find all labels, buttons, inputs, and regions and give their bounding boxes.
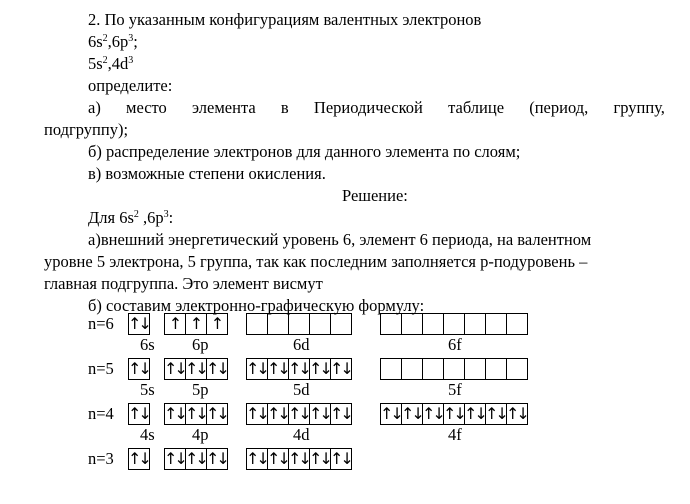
electron-arrows: ↑↓: [309, 359, 330, 378]
orbital-cell: [380, 313, 402, 335]
electron-arrows: ↑↓: [380, 404, 401, 423]
item-a-line-2: подгруппу);: [44, 120, 129, 139]
sublevel-label: 5s: [140, 380, 155, 399]
sublevel-cells: [246, 313, 351, 335]
orbital-cell: [288, 403, 310, 425]
sublevel-cells: [128, 448, 149, 470]
orbital-cell: [380, 358, 402, 380]
orbital-cell: [128, 448, 150, 470]
electron-arrows: ↑↓: [128, 449, 149, 468]
sublevel-label: 4s: [140, 425, 155, 444]
solution-para-a-line-2: уровне 5 электрона, 5 группа, так как последним заполняется р-подуровень –: [44, 252, 588, 271]
sublevel-cells: [128, 313, 149, 335]
orbital-cell: [128, 403, 150, 425]
orbital-cell: [309, 313, 331, 335]
orbital-cell: [128, 358, 150, 380]
orbital-cell: [288, 358, 310, 380]
electron-arrows: ↑↓: [288, 449, 309, 468]
electron-arrows: ↑↓: [267, 404, 288, 423]
level-label: n=5: [88, 359, 114, 378]
electron-arrows: ↑: [168, 314, 180, 333]
electron-arrows: ↑↓: [288, 404, 309, 423]
electron-arrows: ↑↓: [128, 314, 149, 333]
orbital-cell: [246, 448, 268, 470]
sublevel-label: 6s: [140, 335, 155, 354]
level-label: n=3: [88, 449, 114, 468]
electron-arrows: ↑↓: [128, 404, 149, 423]
orbital-cell: [422, 313, 444, 335]
orbital-cell: [330, 403, 352, 425]
orbital-cell: [128, 313, 150, 335]
electron-arrows: ↑↓: [206, 359, 227, 378]
solution-para-b: б) составим электронно-графическую формулу:: [88, 296, 425, 315]
config1-base: 6s: [88, 32, 103, 51]
electron-arrows: ↑↓: [164, 449, 185, 468]
orbital-cell: [506, 358, 528, 380]
orbital-cell: [267, 403, 289, 425]
sublevel-label: 4f: [448, 425, 462, 444]
sublevel-label: 6p: [192, 335, 209, 354]
orbital-cell: [246, 403, 268, 425]
electron-arrows: ↑↓: [185, 404, 206, 423]
electron-arrows: ↑↓: [246, 359, 267, 378]
electron-arrows: ↑↓: [267, 449, 288, 468]
problem-statement: 2. По указанным конфигурациям валентных электронов: [88, 10, 482, 29]
sublevel-cells: [164, 358, 227, 380]
electron-arrows: ↑: [210, 314, 222, 333]
item-a-word: в: [280, 98, 289, 117]
item-a-word: (период,: [529, 98, 589, 117]
electron-arrows: ↑↓: [506, 404, 527, 423]
orbital-cell: [464, 358, 486, 380]
item-a-word: место: [126, 98, 167, 117]
electron-arrows: ↑↓: [330, 404, 351, 423]
sublevel-cells: [128, 403, 149, 425]
orbital-cell: [206, 313, 228, 335]
config2-base: 5s: [88, 54, 103, 73]
sublevel-label: 5p: [192, 380, 209, 399]
orbital-cell: [485, 313, 507, 335]
sublevel-cells: [246, 448, 351, 470]
electron-arrows: ↑↓: [309, 404, 330, 423]
solution-para-a-line-1: а)внешний энергетический уровень 6, элемент 6 периода, на валентном: [88, 230, 592, 249]
electron-arrows: ↑↓: [464, 404, 485, 423]
level-label: n=4: [88, 404, 114, 423]
item-a-word: элемента: [192, 98, 256, 117]
orbital-cell: [185, 403, 207, 425]
electron-arrows: ↑: [189, 314, 201, 333]
orbital-cell: [422, 403, 444, 425]
sublevel-label: 5d: [293, 380, 310, 399]
electron-arrows: ↑↓: [164, 359, 185, 378]
item-a-word: Периодической: [313, 98, 423, 117]
config-line-2: [88, 54, 133, 74]
sublevel-cells: [164, 403, 227, 425]
sublevel-cells: [164, 448, 227, 470]
solution-para-a-line-3: главная подгруппа. Это элемент висмут: [44, 274, 323, 293]
orbital-cell: [401, 313, 423, 335]
orbital-cell: [267, 448, 289, 470]
orbital-cell: [267, 358, 289, 380]
config1-sup2: 3: [128, 33, 134, 44]
orbital-cell: [246, 358, 268, 380]
level-label: n=6: [88, 314, 114, 333]
orbital-cell: [443, 358, 465, 380]
orbital-cell: [401, 403, 423, 425]
orbital-cell: [443, 403, 465, 425]
sublevel-cells: [128, 358, 149, 380]
electron-arrows: ↑↓: [185, 359, 206, 378]
orbital-cell: [443, 313, 465, 335]
item-c: в) возможные степени окисления.: [88, 164, 326, 183]
determine-label: определите:: [88, 76, 173, 95]
config2-sup1: 2: [102, 55, 108, 66]
config2-sup2: 3: [128, 55, 134, 66]
for-base: Для 6s: [88, 208, 134, 227]
sublevel-label: 5f: [448, 380, 462, 399]
orbital-cell: [164, 403, 186, 425]
config2-mid: ,4d: [107, 54, 129, 73]
solution-for-line: [88, 208, 173, 228]
electron-arrows: ↑↓: [443, 404, 464, 423]
orbital-cell: [288, 313, 310, 335]
item-a-word: таблице: [448, 98, 505, 117]
sublevel-cells: [246, 403, 351, 425]
config-line-1: [88, 32, 138, 52]
orbital-cell: [309, 403, 331, 425]
electron-arrows: ↑↓: [185, 449, 206, 468]
electron-arrows: ↑↓: [206, 404, 227, 423]
electron-arrows: ↑↓: [246, 449, 267, 468]
orbital-cell: [309, 448, 331, 470]
orbital-cell: [164, 358, 186, 380]
config1-mid: ,6p: [107, 32, 129, 51]
orbital-cell: [164, 313, 186, 335]
config1-sup1: 2: [102, 33, 108, 44]
item-a-word: а): [88, 98, 101, 117]
item-a-line-1: [88, 98, 665, 118]
electron-arrows: ↑↓: [288, 359, 309, 378]
item-b: б) распределение электронов для данного элемента по слоям;: [88, 142, 521, 161]
orbital-cell: [164, 448, 186, 470]
orbital-cell: [401, 358, 423, 380]
config1-tail: ;: [133, 32, 138, 51]
sublevel-label: 4d: [293, 425, 310, 444]
orbital-cell: [506, 403, 528, 425]
electron-arrows: ↑↓: [330, 449, 351, 468]
item-a-word: группу,: [613, 98, 665, 117]
sublevel-label: 6d: [293, 335, 310, 354]
electron-arrows: ↑↓: [309, 449, 330, 468]
orbital-cell: [288, 448, 310, 470]
orbital-cell: [185, 448, 207, 470]
electron-arrows: ↑↓: [246, 404, 267, 423]
orbital-cell: [330, 448, 352, 470]
sublevel-cells: [380, 313, 527, 335]
electron-arrows: ↑↓: [206, 449, 227, 468]
electron-arrows: ↑↓: [401, 404, 422, 423]
electron-arrows: ↑↓: [485, 404, 506, 423]
sublevel-cells: [380, 358, 527, 380]
orbital-cell: [267, 313, 289, 335]
orbital-cell: [380, 403, 402, 425]
orbital-cell: [246, 313, 268, 335]
sublevel-label: 4p: [192, 425, 209, 444]
for-sup2: 3: [163, 209, 169, 220]
electron-arrows: ↑↓: [128, 359, 149, 378]
orbital-cell: [485, 358, 507, 380]
electron-arrows: ↑↓: [267, 359, 288, 378]
for-tail: :: [168, 208, 174, 227]
electron-arrows: ↑↓: [164, 404, 185, 423]
for-sup1: 2: [133, 209, 139, 220]
orbital-cell: [185, 358, 207, 380]
orbital-cell: [485, 403, 507, 425]
solution-heading: Решение:: [342, 186, 408, 205]
for-mid: ,6p: [138, 208, 164, 227]
sublevel-cells: [246, 358, 351, 380]
orbital-cell: [506, 313, 528, 335]
orbital-cell: [309, 358, 331, 380]
orbital-cell: [185, 313, 207, 335]
sublevel-cells: [380, 403, 527, 425]
electron-arrows: ↑↓: [422, 404, 443, 423]
sublevel-label: 6f: [448, 335, 462, 354]
orbital-cell: [206, 403, 228, 425]
orbital-cell: [330, 358, 352, 380]
orbital-cell: [422, 358, 444, 380]
electron-arrows: ↑↓: [330, 359, 351, 378]
sublevel-cells: [164, 313, 227, 335]
orbital-cell: [330, 313, 352, 335]
orbital-cell: [464, 403, 486, 425]
orbital-cell: [206, 358, 228, 380]
orbital-cell: [464, 313, 486, 335]
orbital-cell: [206, 448, 228, 470]
